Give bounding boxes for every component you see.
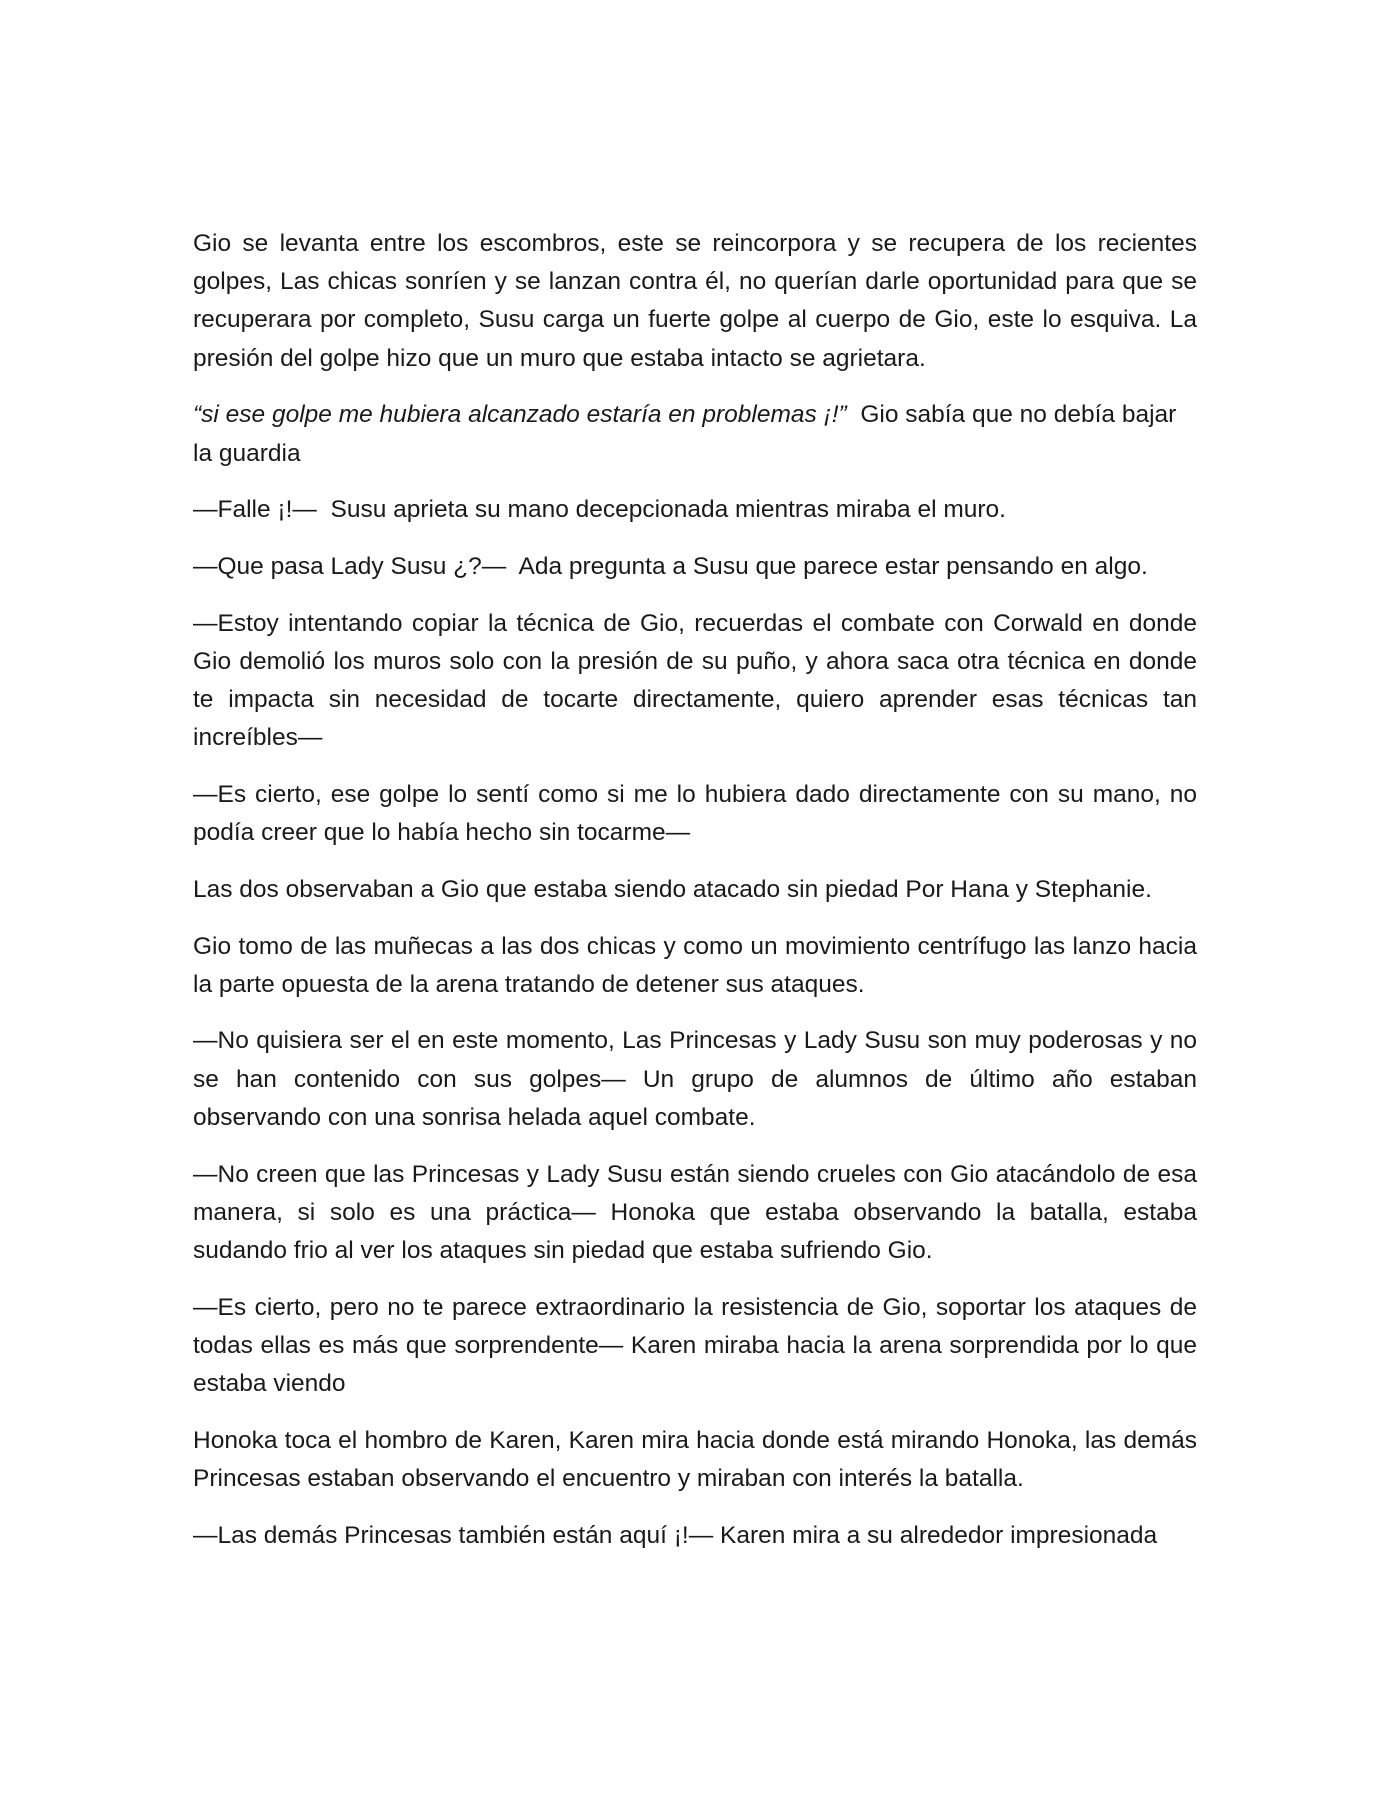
paragraph-text: Honoka toca el hombro de Karen, Karen mira hacia donde está mirando Honoka, las demás Princesas estaban observando el encuentro y miraban con interés la batalla. — [193, 1426, 1197, 1492]
dialogue-text: —No creen que las Princesas y Lady Susu están siendo crueles con Gio atacándolo de esa manera, si solo es una práctica— Honoka que estaba observando la batalla, estaba sudando frio al ver los ataques sin piedad que estaba sufriendo Gio. — [193, 1160, 1197, 1264]
paragraph — [193, 1289, 1197, 1404]
paragraph — [193, 225, 1197, 378]
dialogue-text: —Que pasa Lady Susu ¿?— Ada pregunta a Susu que parece estar pensando en algo. — [193, 552, 1148, 580]
dialogue-text: —Estoy intentando copiar la técnica de Gio, recuerdas el combate con Corwald en donde Gio demolió los muros solo con la presión de su puño, y ahora saca otra técnica en donde te impacta sin necesidad de tocarte directamente, quiero aprender esas técnicas tan increíbles— — [193, 609, 1197, 752]
paragraph — [193, 1022, 1197, 1137]
paragraph — [193, 396, 1197, 472]
dialogue-text: —Las demás Princesas también están aquí ¡!— Karen mira a su alrededor impresionada — [193, 1521, 1158, 1549]
paragraph-text: Las dos observaban a Gio que estaba siendo atacado sin piedad Por Hana y Stephanie. — [193, 875, 1152, 903]
dialogue-text: —No quisiera ser el en este momento, Las Princesas y Lady Susu son muy poderosas y no se han contenido con sus golpes— Un grupo de alumnos de último año estaban observando con una sonrisa helada aquel combate. — [193, 1027, 1197, 1131]
paragraph — [193, 491, 1197, 529]
body-text — [193, 225, 1197, 1573]
paragraph — [193, 548, 1197, 586]
paragraph — [193, 1517, 1197, 1555]
inner-thought-text: “si ese golpe me hubiera alcanzado estaría en problemas ¡!” — [193, 401, 847, 429]
paragraph-text: Gio sabía que no debía bajar la guardia — [193, 401, 1184, 467]
dialogue-text: —Es cierto, ese golpe lo sentí como si me lo hubiera dado directamente con su mano, no podía creer que lo había hecho sin tocarme— — [193, 780, 1197, 847]
dialogue-text: —Falle ¡!— Susu aprieta su mano decepcionada mientras miraba el muro. — [193, 496, 1006, 524]
paragraph — [193, 1156, 1197, 1271]
paragraph-text: Gio se levanta entre los escombros, este se reincorpora y se recupera de los recientes golpes, Las chicas sonríen y se lanzan contra él, no querían darle oportunidad para que se recuperara por completo, Susu carga un fuerte golpe al cuerpo de Gio, este lo esquiva. La presión del golpe hizo que un muro que estaba intacto se agrietara. — [193, 230, 1197, 372]
paragraph — [193, 871, 1197, 909]
paragraph — [193, 1422, 1197, 1498]
paragraph — [193, 605, 1197, 758]
paragraph-text: Gio tomo de las muñecas a las dos chicas y como un movimiento centrífugo las lanzo hacia la parte opuesta de la arena tratando de detener sus ataques. — [193, 932, 1197, 998]
paragraph — [193, 776, 1197, 852]
dialogue-text: —Es cierto, pero no te parece extraordinario la resistencia de Gio, soportar los ataques de todas ellas es más que sorprendente— Karen miraba hacia la arena sorprendida por lo que estaba viendo — [193, 1293, 1197, 1398]
paragraph — [193, 928, 1197, 1004]
